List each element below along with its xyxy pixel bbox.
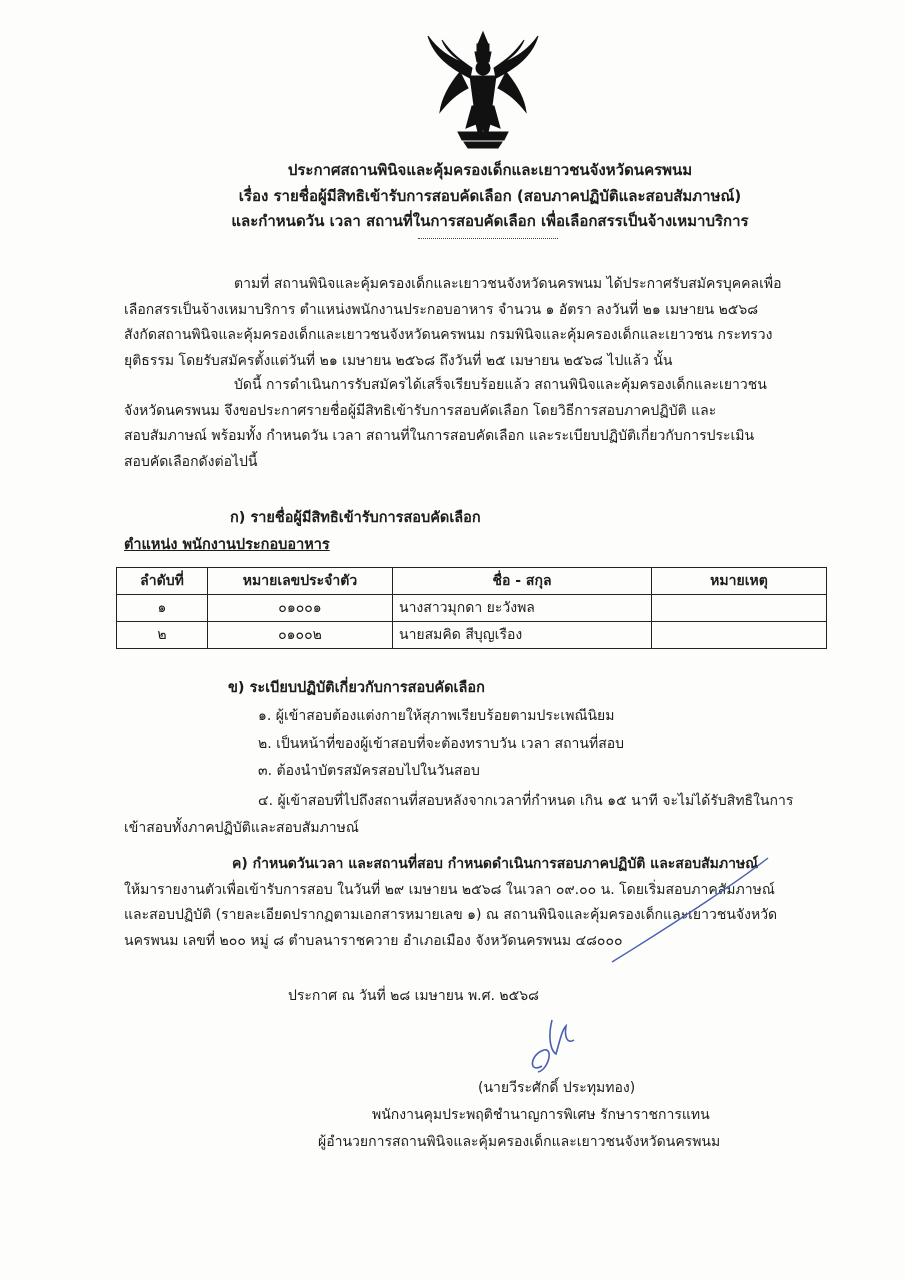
paragraph-line: สอบคัดเลือกดังต่อไปนี้ [124, 453, 258, 470]
garuda-emblem-icon [420, 28, 546, 152]
announcement-subject: เรื่อง รายชื่อผู้มีสิทธิเข้ารับการสอบคัดเลือก (สอบภาคปฏิบัติและสอบสัมภาษณ์) [238, 187, 742, 205]
paragraph-line: นครพนม เลขที่ ๒๐๐ หมู่ ๘ ตำบลนาราชควาย อำเภอเมือง จังหวัดนครพนม ๔๘๐๐๐ [124, 932, 623, 949]
table-cell [652, 622, 827, 649]
paragraph-line: ตามที่ สถานพินิจและคุ้มครองเด็กและเยาวชนจังหวัดนครพนม ได้ประกาศรับสมัครบุคคลเพื่อ [234, 276, 782, 292]
table-cell: นางสาวมุกดา ยะวังพล [393, 595, 652, 622]
signatory-title: พนักงานคุมประพฤติชำนาญการพิเศษ รักษาราชการแทน [372, 1107, 710, 1123]
rule-item-cont: เข้าสอบทั้งภาคปฏิบัติและสอบสัมภาษณ์ [124, 820, 359, 836]
table-row [117, 595, 827, 622]
announcement-title: ประกาศสถานพินิจและคุ้มครองเด็กและเยาวชนจังหวัดนครพนม [287, 161, 693, 179]
column-header: หมายเลขประจำตัว [208, 568, 393, 595]
table-cell: ๐๑๐๐๒ [208, 622, 393, 649]
paragraph-line: ให้มารายงานตัวเพื่อเข้ารับการสอบ ในวันที่ ๒๙ เมษายน ๒๕๖๘ ในเวลา ๐๙.๐๐ น. โดยเริ่มสอบภาคสัมภาษณ์ [124, 881, 775, 898]
rule-item: ๓. ต้องนำบัตรสมัครสอบไปในวันสอบ [258, 763, 480, 779]
paragraph-line: และสอบปฏิบัติ (รายละเอียดปรากฏตามเอกสารหมายเลข ๑) ณ สถานพินิจและคุ้มครองเด็กและเยาวชนจังหวัด [124, 907, 778, 923]
paragraph-line: ยุติธรรม โดยรับสมัครตั้งแต่วันที่ ๒๑ เมษายน ๒๕๖๘ ถึงวันที่ ๒๕ เมษายน ๒๕๖๘ ไปแล้ว นั้น [124, 352, 673, 369]
paragraph-line: สังกัดสถานพินิจและคุ้มครองเด็กและเยาวชนจังหวัดนครพนม กรมพินิจและคุ้มครองเด็กและเยาวชน กระทรวง [124, 327, 773, 343]
table-cell [652, 595, 827, 622]
section-b-heading: ข) ระเบียบปฏิบัติเกี่ยวกับการสอบคัดเลือก [228, 680, 485, 696]
table-cell: ๒ [117, 622, 208, 649]
signatory-office: ผู้อำนวยการสถานพินิจและคุ้มครองเด็กและเยาวชนจังหวัดนครพนม [318, 1134, 721, 1150]
rule-item: ๔. ผู้เข้าสอบที่ไปถึงสถานที่สอบหลังจากเวลาที่กำหนด เกิน ๑๕ นาที จะไม่ได้รับสิทธิในการ [258, 793, 794, 809]
rule-item: ๑. ผู้เข้าสอบต้องแต่งกายให้สุภาพเรียบร้อยตามประเพณีนิยม [258, 708, 615, 724]
dotted-divider [418, 238, 558, 239]
announcement-subject-cont: และกำหนดวัน เวลา สถานที่ในการสอบคัดเลือก เพื่อเลือกสรรเป็นจ้างเหมาบริการ [231, 212, 749, 230]
table-header-row [117, 568, 827, 595]
section-c-heading: ค) กำหนดวันเวลา และสถานที่สอบ กำหนดดำเนินการสอบภาคปฏิบัติ และสอบสัมภาษณ์ [232, 856, 759, 872]
column-header: ชื่อ - สกุล [393, 568, 652, 595]
announcement-date: ประกาศ ณ วันที่ ๒๘ เมษายน พ.ศ. ๒๕๖๘ [288, 988, 539, 1004]
paragraph-line: บัดนี้ การดำเนินการรับสมัครได้เสร็จเรียบร้อยแล้ว สถานพินิจและคุ้มครองเด็กและเยาวชน [234, 377, 767, 393]
signatory-name: (นายวีระศักดิ์ ประทุมทอง) [478, 1080, 636, 1096]
table-row [117, 622, 827, 649]
section-c [124, 852, 850, 954]
table-cell: ๐๑๐๐๑ [208, 595, 393, 622]
rule-item: ๒. เป็นหน้าที่ของผู้เข้าสอบที่จะต้องทราบวัน เวลา สถานที่สอบ [258, 736, 625, 752]
column-header: หมายเหตุ [652, 568, 827, 595]
table-cell: นายสมคิด สีบุญเรือง [393, 622, 652, 649]
paragraph-line: สอบสัมภาษณ์ พร้อมทั้ง กำหนดวัน เวลา สถานที่ในการสอบคัดเลือก และระเบียบปฏิบัติเกี่ยวกับการประเมิน [124, 428, 755, 444]
section-a-heading: ก) รายชื่อผู้มีสิทธิเข้ารับการสอบคัดเลือก [230, 510, 481, 526]
column-header: ลำดับที่ [117, 568, 208, 595]
paragraph-line: เลือกสรรเป็นจ้างเหมาบริการ ตำแหน่งพนักงานประกอบอาหาร จำนวน ๑ อัตรา ลงวันที่ ๒๑ เมษายน ๒๕๖๘ [124, 301, 759, 318]
candidates-table [116, 567, 827, 649]
paragraph-intro [124, 272, 850, 374]
position-title: ตำแหน่ง พนักงานประกอบอาหาร [124, 537, 330, 553]
table-cell: ๑ [117, 595, 208, 622]
paragraph-line: จังหวัดนครพนม จึงขอประกาศรายชื่อผู้มีสิทธิเข้ารับการสอบคัดเลือก โดยวิธีการสอบภาคปฏิบัติ และ [124, 402, 717, 419]
paragraph-now [124, 373, 850, 475]
